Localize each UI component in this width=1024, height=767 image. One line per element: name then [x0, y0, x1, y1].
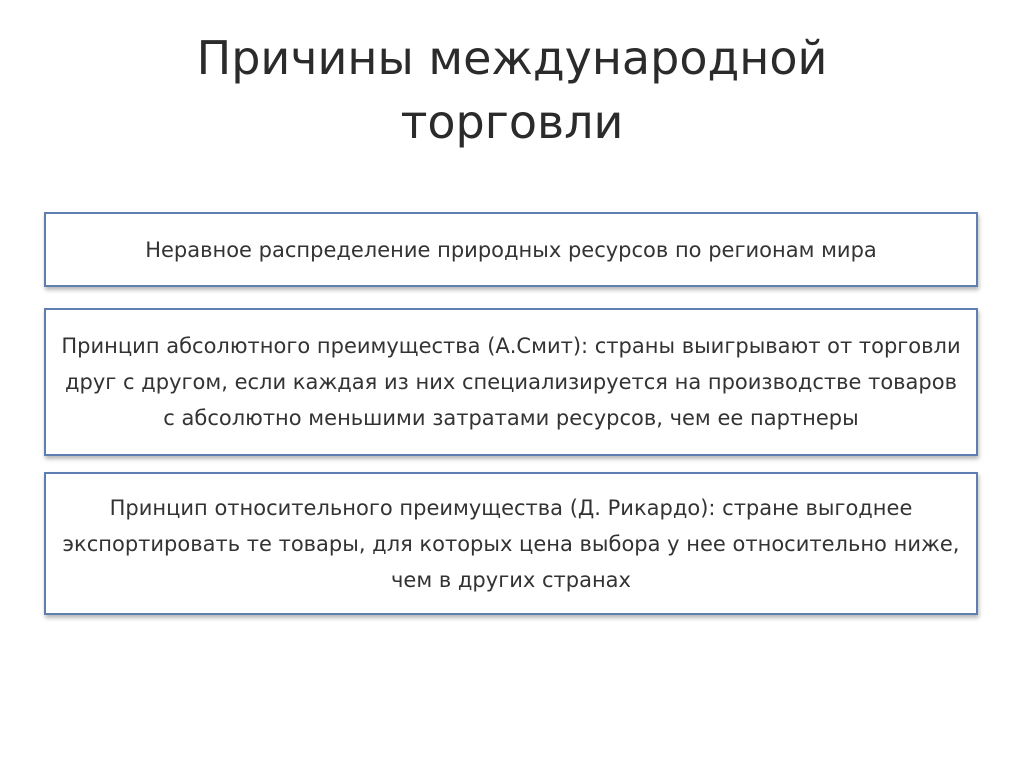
title-line-2: торговли — [400, 95, 624, 149]
reason-text: Принцип относительного преимущества (Д. Рикардо): стране выгоднее экспортировать те товары, для которых цена выбора у нее относительно ниже, чем в других странах — [62, 495, 960, 592]
reason-box-absolute-advantage — [44, 308, 978, 456]
reason-text: Неравное распределение природных ресурсов по регионам мира — [145, 237, 877, 262]
slide-title — [0, 26, 1024, 154]
title-line-1: Причины международной — [196, 31, 828, 85]
reason-text: Принцип абсолютного преимущества (А.Смит): страны выигрывают от торговли друг с другом, если каждая из них специализируется на производстве товаров с абсолютно меньшими затратами ресурсов, чем ее партнеры — [61, 334, 961, 430]
reason-box-comparative-advantage — [44, 472, 978, 615]
reason-box-natural-resources — [44, 212, 978, 287]
